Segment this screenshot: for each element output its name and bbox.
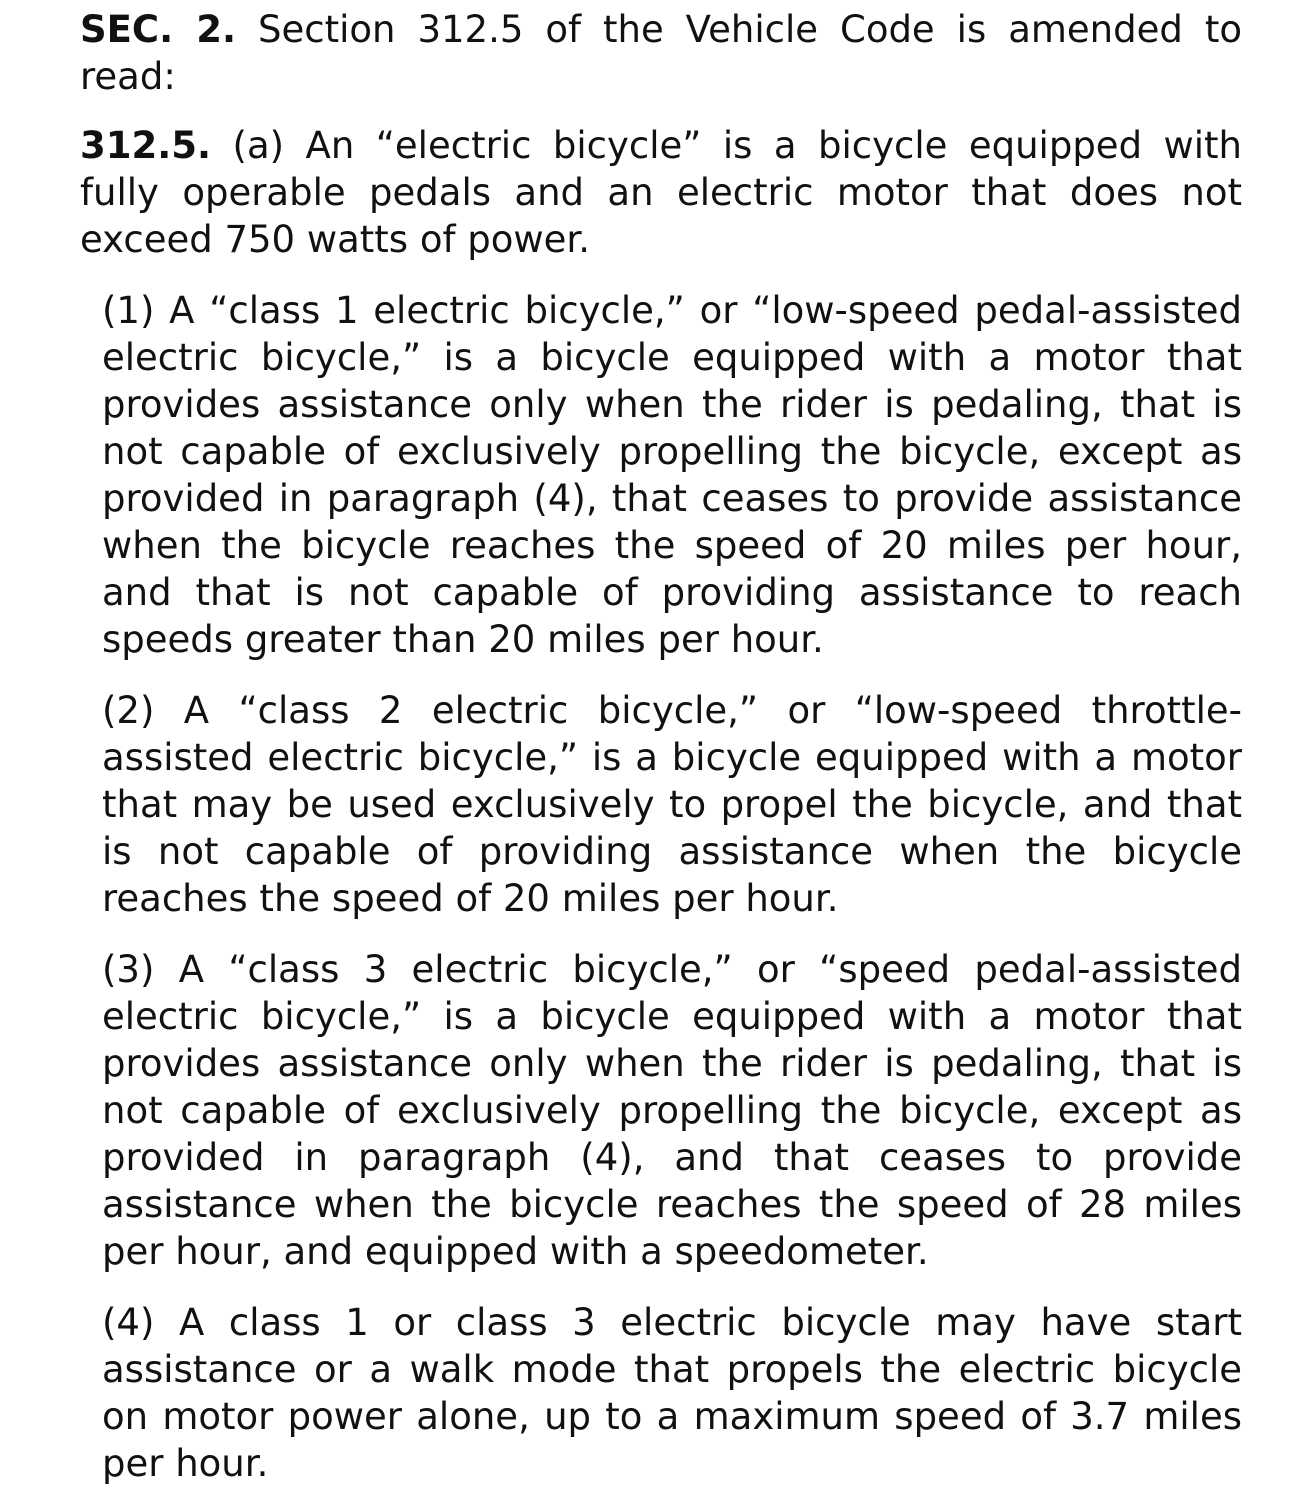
- paragraph-class-1: (1) A “class 1 electric bicycle,” or “low-speed pedal-assisted electric bicycle,” is a bicycle equipped with a motor that provides assistance only when the rider is pedaling, that is not capable of exclusively propelling the bicycle, except as provided in paragraph (4), that ceases to provide assistance when the bicycle reaches the speed of 20 miles per hour, and that is not capable of providing assistance to reach speeds greater than 20 miles per hour.: [102, 289, 1242, 661]
- definition-text: (a) An “electric bicycle” is a bicycle equipped with fully operable pedals and an electric motor that does not exceed 750 watts of power.: [80, 124, 1242, 261]
- section-heading: [80, 6, 1242, 100]
- paragraph-class-2: (2) A “class 2 electric bicycle,” or “low-speed throttle-assisted electric bicycle,” is a bicycle equipped with a motor that may be used exclusively to propel the bicycle, and that is not capable of providing assistance when the bicycle reaches the speed of 20 miles per hour.: [102, 689, 1242, 920]
- paragraph-start-assistance: (4) A class 1 or class 3 electric bicycle may have start assistance or a walk mode that propels the electric bicycle on motor power alone, up to a maximum speed of 3.7 miles per hour.: [102, 1301, 1242, 1485]
- section-label: SEC. 2.: [80, 8, 237, 51]
- section-text: Section 312.5 of the Vehicle Code is amended to read:: [80, 8, 1242, 98]
- document-body: [80, 6, 1242, 1487]
- paragraph-class-3: (3) A “class 3 electric bicycle,” or “speed pedal-assisted electric bicycle,” is a bicycle equipped with a motor that provides assistance only when the rider is pedaling, that is not capable of exclusively propelling the bicycle, except as provided in paragraph (4), and that ceases to provide assistance when the bicycle reaches the speed of 28 miles per hour, and equipped with a speedometer.: [102, 948, 1242, 1273]
- definition-paragraph: [80, 122, 1242, 263]
- definition-number: 312.5.: [80, 124, 212, 167]
